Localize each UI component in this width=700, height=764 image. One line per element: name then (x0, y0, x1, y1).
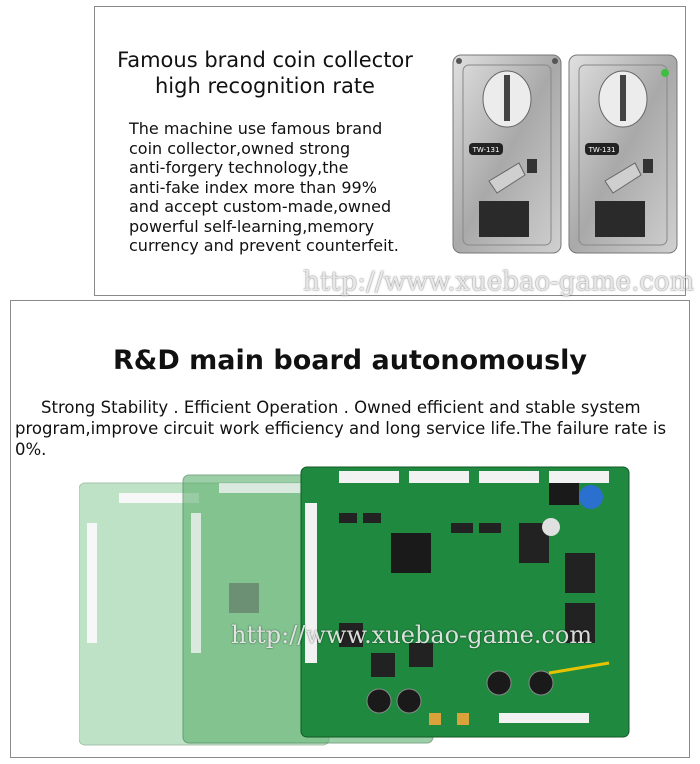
coin-collector-title-line1: Famous brand coin collector (117, 48, 413, 72)
coin-label-right: TW-131 (588, 146, 616, 154)
coin-label-left: TW-131 (472, 146, 500, 154)
circuit-board-front (301, 467, 629, 737)
coin-collector-title-line2: high recognition rate (155, 74, 375, 98)
description-line: anti-fake index more than 99% (129, 177, 377, 197)
main-board-panel (10, 300, 690, 758)
description-line: powerful self-learning,memory (129, 216, 375, 236)
watermark-top: http://www.xuebao-game.com (303, 267, 695, 297)
main-board-description: Strong Stability . Efficient Operation . Owned efficient and stable system program,improve circuit work efficiency and long service life.The failure rate is 0%. (15, 398, 667, 459)
coin-acceptor-right (569, 55, 677, 253)
description-line: and accept custom-made,owned (129, 197, 392, 216)
watermark-bottom: http://www.xuebao-game.com (231, 621, 593, 649)
description-line: currency and prevent counterfeit. (129, 236, 399, 255)
description-line: The machine use famous brand (129, 119, 383, 138)
coin-collector-description (129, 119, 439, 256)
main-board-title: R&D main board autonomously (112, 345, 588, 376)
coin-acceptor-left (453, 55, 561, 253)
coin-collector-title (95, 47, 435, 99)
description-line: coin collector,owned strong (129, 138, 351, 158)
coin-acceptor-image (449, 51, 685, 271)
circuit-board-image (79, 463, 639, 753)
coin-collector-panel (94, 6, 695, 297)
description-line: anti-forgery technology,the (129, 158, 349, 177)
